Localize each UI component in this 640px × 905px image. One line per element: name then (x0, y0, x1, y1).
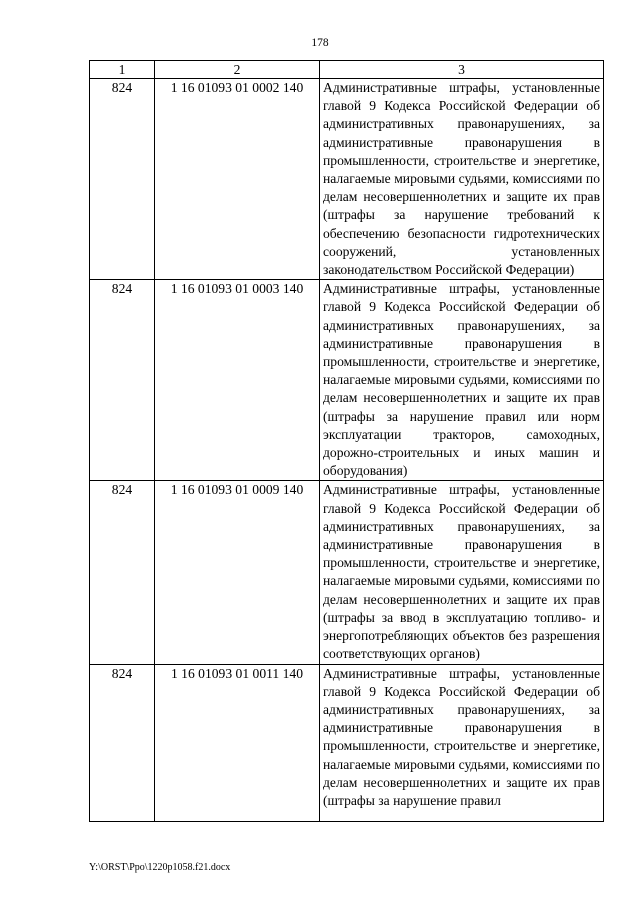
table-header-row (90, 61, 604, 79)
admin-code-cell: 824 (90, 664, 155, 821)
table-row (90, 481, 604, 664)
file-path-footer: Y:\ORST\Ppo\1220p1058.f21.docx (89, 862, 231, 873)
header-column-2: 2 (155, 61, 320, 79)
table-row (90, 79, 604, 280)
description-cell (320, 664, 604, 821)
description-cell (320, 280, 604, 481)
description-text: Административные штрафы, установленные главой 9 Кодекса Российской Федерации об административных правонарушениях, за административные правонарушения в промышленности, строительстве и энергетике, налагаемые мировыми судьями, комиссиями по делам несовершеннолетних и защите их прав (штрафы за ввод в эксплуатацию топливо- и энергопотребляющих объектов без разрешения соответствующих органов) (323, 482, 600, 662)
table-row (90, 664, 604, 821)
page-number: 178 (311, 37, 329, 49)
description-cell (320, 79, 604, 280)
kbk-code-cell: 1 16 01093 01 0003 140 (155, 280, 320, 481)
admin-code-cell: 824 (90, 79, 155, 280)
revenue-classification-table (89, 60, 604, 822)
kbk-code-cell: 1 16 01093 01 0009 140 (155, 481, 320, 664)
table-row (90, 280, 604, 481)
description-text: Административные штрафы, установленные главой 9 Кодекса Российской Федерации об административных правонарушениях, за административные правонарушения в промышленности, строительстве и энергетике, налагаемые мировыми судьями, комиссиями по делам несовершеннолетних и защите их прав (штрафы за нарушение требований к обеспечению безопасности гидротехнических сооружений, установленных законодательством Российской Федерации) (323, 80, 600, 278)
description-text: Административные штрафы, установленные главой 9 Кодекса Российской Федерации об административных правонарушениях, за административные правонарушения в промышленности, строительстве и энергетике, налагаемые мировыми судьями, комиссиями по делам несовершеннолетних и защите их прав (штрафы за нарушение правил или норм эксплуатации тракторов, самоходных, дорожно-строительных и иных машин и оборудования) (323, 281, 600, 479)
admin-code-cell: 824 (90, 280, 155, 481)
description-cell (320, 481, 604, 664)
admin-code-cell: 824 (90, 481, 155, 664)
kbk-code-cell: 1 16 01093 01 0002 140 (155, 79, 320, 280)
header-column-1: 1 (90, 61, 155, 79)
kbk-code-cell: 1 16 01093 01 0011 140 (155, 664, 320, 821)
header-column-3: 3 (320, 61, 604, 79)
description-text: Административные штрафы, установленные главой 9 Кодекса Российской Федерации об административных правонарушениях, за административные правонарушения в промышленности, строительстве и энергетике, налагаемые мировыми судьями, комиссиями по делам несовершеннолетних и защите их прав (штрафы за нарушение правил (323, 665, 600, 808)
